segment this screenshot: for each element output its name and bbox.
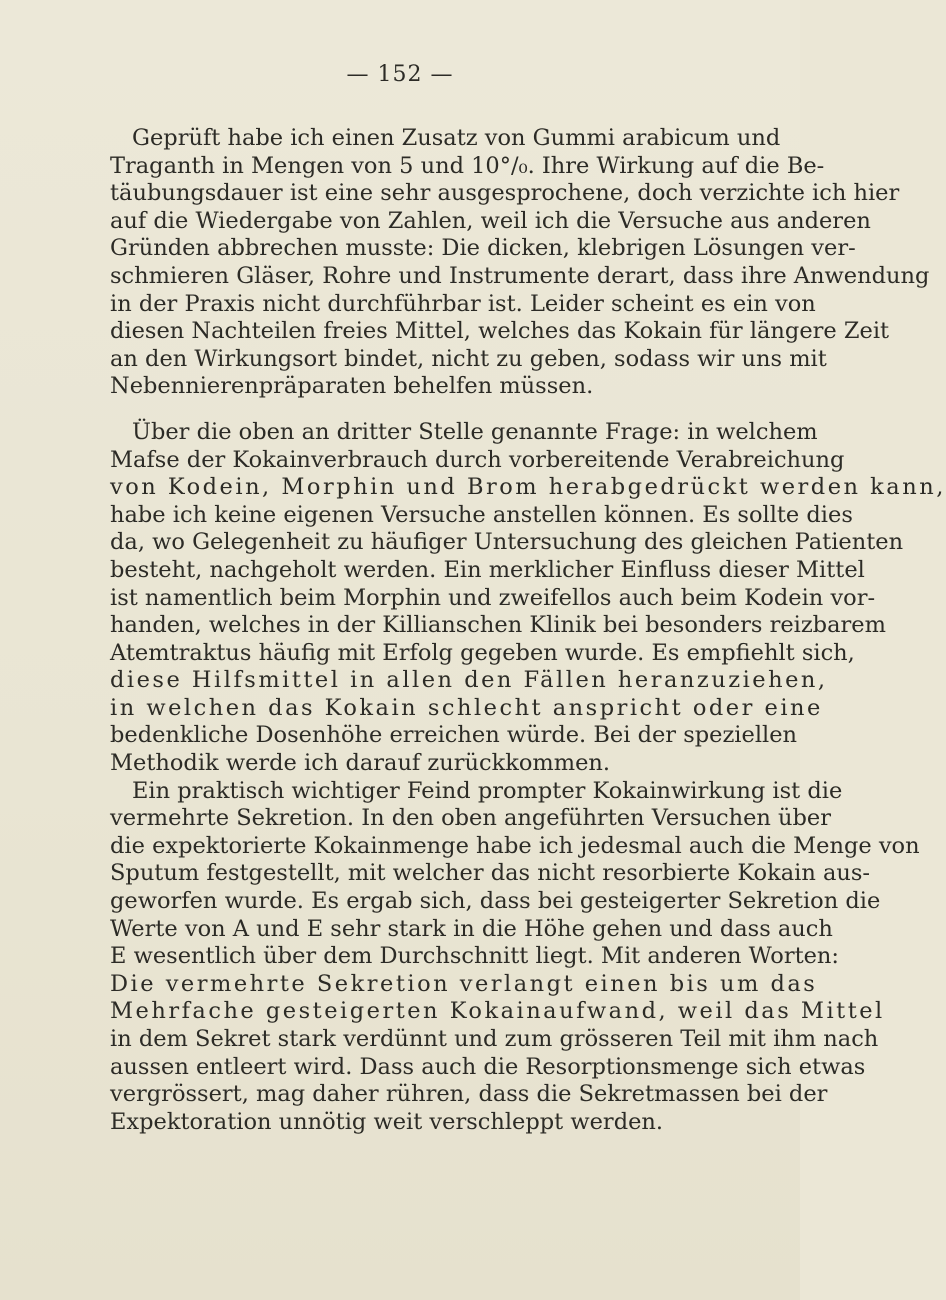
text-line: Gründen abbrechen musste: Die dicken, klebrigen Lösungen ver- (110, 235, 856, 262)
paragraph-gummi-traganth (110, 125, 930, 401)
text-line: täubungsdauer ist eine sehr ausgesprochene, doch verzichte ich hier (110, 180, 900, 207)
text-line: die expektorierte Kokainmenge habe ich jedesmal auch die Menge von (110, 832, 920, 859)
text-line: auf die Wiedergabe von Zahlen, weil ich die Versuche aus anderen (110, 207, 871, 234)
paragraph-kodein-morphin (110, 418, 946, 778)
text-line: handen, welches in der Killianschen Klinik bei besonders reizbarem (110, 612, 886, 639)
text-line: Mehrfache gesteigerten Kokainaufwand, weil das Mittel (110, 998, 885, 1025)
text-line: Traganth in Mengen von 5 und 10°/₀. Ihre Wirkung auf die Be- (110, 152, 825, 179)
text-line: geworfen wurde. Es ergab sich, dass bei gesteigerter Sekretion die (110, 888, 881, 915)
text-line: diese Hilfsmittel in allen den Fällen heranzuziehen, (110, 667, 828, 694)
text-line: schmieren Gläser, Rohre und Instrumente derart, dass ihre Anwendung (110, 262, 930, 289)
text-line: Nebennierenpräparaten behelfen müssen. (110, 373, 594, 400)
text-line: bedenkliche Dosenhöhe erreichen würde. Bei der speziellen (110, 722, 798, 749)
text-line: in welchen das Kokain schlecht anspricht oder eine (110, 694, 823, 721)
paragraph-sekretion (110, 777, 920, 1137)
paragraph-gap (110, 401, 750, 419)
text-line: diesen Nachteilen freies Mittel, welches das Kokain für längere Zeit (110, 318, 890, 345)
text-line: Sputum festgestellt, mit welcher das nicht resorbierte Kokain aus- (110, 860, 871, 887)
text-line: Atemtraktus häufig mit Erfolg gegeben wurde. Es empfiehlt sich, (110, 639, 855, 666)
text-line: Werte von A und E sehr stark in die Höhe gehen und dass auch (110, 915, 833, 942)
text-line: Über die oben an dritter Stelle genannte Frage: in welchem (132, 418, 818, 445)
text-line: Die vermehrte Sekretion verlangt einen bis um das (110, 970, 818, 997)
text-line: Expektoration unnötig weit verschleppt werden. (110, 1108, 664, 1135)
text-line: aussen entleert wird. Dass auch die Resorptionsmenge sich etwas (110, 1053, 866, 1080)
text-line: habe ich keine eigenen Versuche anstellen können. Es sollte dies (110, 501, 853, 528)
text-line: von Kodein, Morphin und Brom herabgedrückt werden kann, (110, 474, 946, 501)
text-line: besteht, nachgeholt werden. Ein merklicher Einfluss dieser Mittel (110, 556, 865, 583)
text-line: vermehrte Sekretion. In den oben angeführten Versuchen über (110, 805, 831, 832)
page-number: — 152 — (346, 62, 454, 87)
text-line: in der Praxis nicht durchführbar ist. Leider scheint es ein von (110, 290, 816, 317)
body-text (110, 125, 946, 1136)
text-line: da, wo Gelegenheit zu häufiger Untersuchung des gleichen Patienten (110, 529, 904, 556)
text-line: Mafse der Kokainverbrauch durch vorbereitende Verabreichung (110, 446, 845, 473)
text-line: in dem Sekret stark verdünnt und zum grösseren Teil mit ihm nach (110, 1026, 879, 1052)
text-line: vergrössert, mag daher rühren, dass die Sekretmassen bei der (110, 1081, 828, 1108)
text-line: Methodik werde ich darauf zurückkommen. (110, 750, 611, 777)
text-line: E wesentlich über dem Durchschnitt liegt. Mit anderen Worten: (110, 943, 839, 970)
text-line: Geprüft habe ich einen Zusatz von Gummi arabicum und (132, 125, 781, 151)
text-line: Ein praktisch wichtiger Feind prompter Kokainwirkung ist die (132, 777, 843, 804)
text-line: an den Wirkungsort bindet, nicht zu geben, sodass wir uns mit (110, 345, 827, 372)
text-line: ist namentlich beim Morphin und zweifellos auch beim Kodein vor- (110, 584, 876, 611)
